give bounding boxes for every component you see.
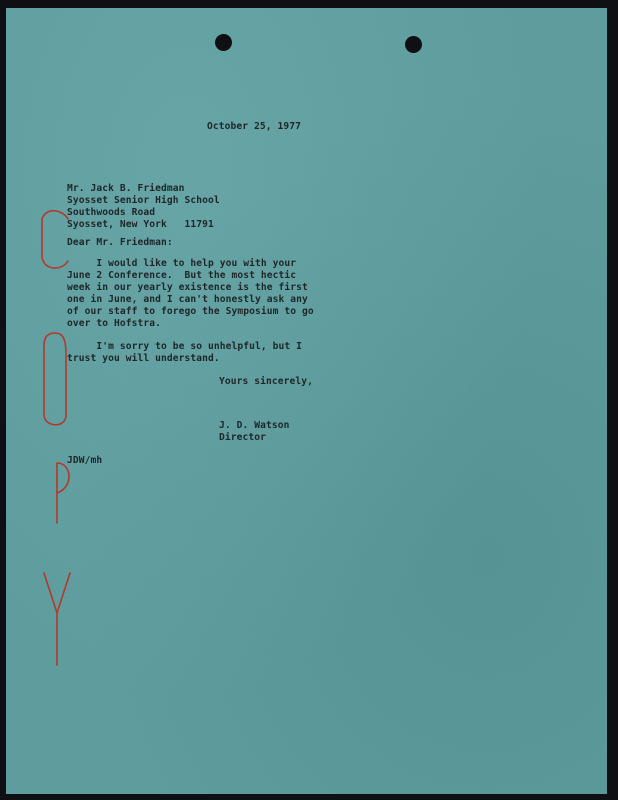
recipient-street: Southwoods Road bbox=[67, 207, 156, 218]
copy-stamp bbox=[22, 205, 74, 670]
paragraph-1-line: June 2 Conference. But the most hectic bbox=[67, 270, 297, 281]
letter-date: October 25, 1977 bbox=[207, 121, 302, 132]
paragraph-2-line: I'm sorry to be so unhelpful, but I bbox=[67, 341, 303, 352]
copy-stamp-graphic bbox=[22, 205, 74, 670]
closing: Yours sincerely, bbox=[219, 376, 314, 387]
paragraph-2 bbox=[67, 341, 302, 365]
paragraph-1-line: week in our yearly existence is the first bbox=[67, 282, 308, 293]
binder-hole-left bbox=[215, 34, 232, 51]
signer-name: J. D. Watson bbox=[219, 420, 290, 431]
typist-initials: JDW/mh bbox=[67, 455, 103, 466]
paragraph-1 bbox=[67, 258, 314, 330]
binder-hole-right bbox=[405, 36, 422, 53]
signer-title: Director bbox=[219, 432, 267, 443]
paragraph-1-line: I would like to help you with your bbox=[67, 258, 297, 269]
paragraph-1-line: over to Hofstra. bbox=[67, 318, 162, 329]
paragraph-1-line: of our staff to forego the Symposium to go bbox=[67, 306, 314, 317]
recipient-city: Syosset, New York 11791 bbox=[67, 219, 214, 230]
paragraph-2-line: trust you will understand. bbox=[67, 353, 220, 364]
letter-page bbox=[6, 8, 607, 794]
recipient-name: Mr. Jack B. Friedman bbox=[67, 183, 185, 194]
salutation: Dear Mr. Friedman: bbox=[67, 237, 173, 248]
paragraph-1-line: one in June, and I can't honestly ask any bbox=[67, 294, 308, 305]
recipient-school: Syosset Senior High School bbox=[67, 195, 220, 206]
